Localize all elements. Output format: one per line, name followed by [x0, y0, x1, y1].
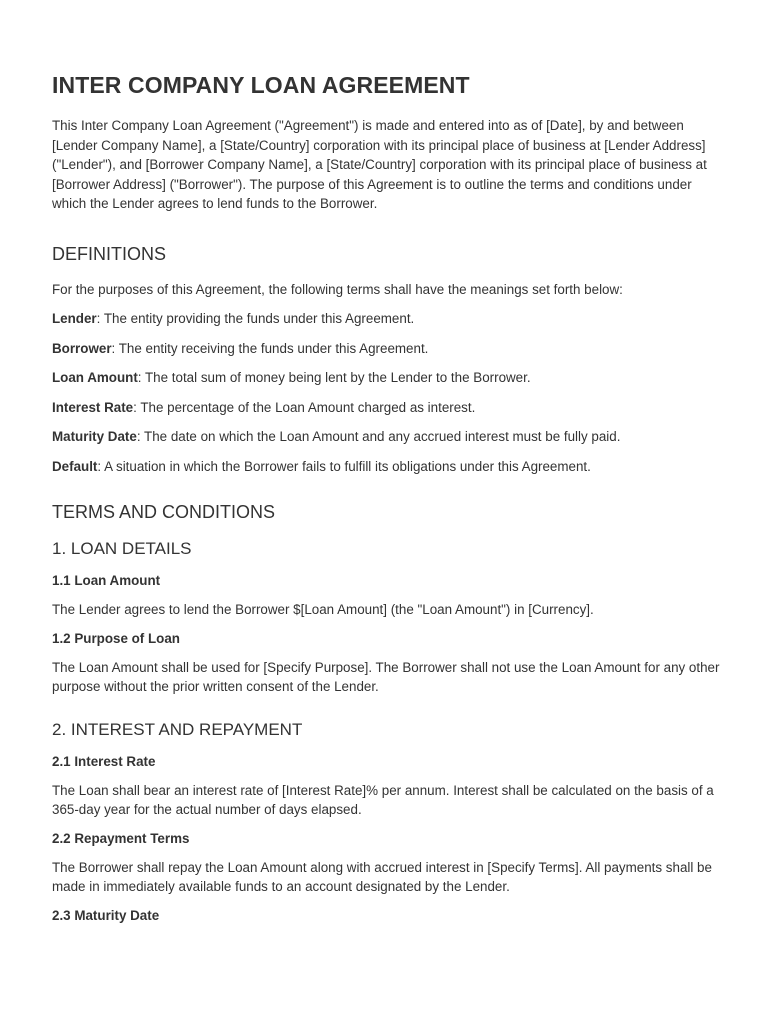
definition-text: : The total sum of money being lent by the Lender to the Borrower.	[137, 370, 531, 385]
definition-item	[52, 457, 720, 477]
definition-text: : The percentage of the Loan Amount charged as interest.	[133, 399, 476, 415]
definition-item	[52, 398, 720, 418]
terms-heading: TERMS AND CONDITIONS	[52, 502, 276, 522]
definition-text: : A situation in which the Borrower fails to fulfill its obligations under this Agreement.	[97, 458, 591, 474]
subsection-heading-purpose: 1.2 Purpose of Loan	[52, 630, 180, 646]
section-heading-interest: 2. INTEREST AND REPAYMENT	[52, 719, 303, 739]
definitions-lead: For the purposes of this Agreement, the following terms shall have the meanings set forth below:	[52, 281, 623, 297]
definition-term: Interest Rate	[52, 399, 134, 415]
definition-item	[52, 368, 720, 388]
definition-item	[52, 427, 720, 447]
subsection-heading-repayment: 2.2 Repayment Terms	[52, 830, 190, 846]
definition-term: Lender	[52, 311, 97, 326]
subsection-heading-maturity: 2.3 Maturity Date	[52, 907, 160, 923]
interest-rate-paragraph: The Loan shall bear an interest rate of [Interest Rate]% per annum. Interest shall be calculated on the basis of a 365-day year for the actual number of days elapsed.	[52, 782, 714, 817]
subsection-heading-loan-amount: 1.1 Loan Amount	[52, 573, 161, 588]
purpose-paragraph: The Loan Amount shall be used for [Specify Purpose]. The Borrower shall not use the Loan Amount for any other purpose without the prior written consent of the Lender.	[52, 659, 720, 694]
definition-text: : The date on which the Loan Amount and any accrued interest must be fully paid.	[136, 429, 621, 444]
document-title: INTER COMPANY LOAN AGREEMENT	[52, 72, 470, 98]
loan-amount-paragraph: The Lender agrees to lend the Borrower $[Loan Amount] (the "Loan Amount") in [Currency].	[52, 602, 594, 617]
subsection-heading-interest-rate: 2.1 Interest Rate	[52, 753, 156, 769]
definition-term: Borrower	[52, 340, 112, 356]
section-heading-loan-details: 1. LOAN DETAILS	[52, 539, 192, 558]
definitions-heading: DEFINITIONS	[52, 243, 167, 264]
definition-item	[52, 309, 720, 329]
document-page	[52, 68, 720, 935]
definition-term: Default	[52, 458, 98, 474]
definition-text: : The entity providing the funds under this Agreement.	[96, 311, 415, 326]
intro-paragraph: This Inter Company Loan Agreement ("Agreement") is made and entered into as of [Date], by and between [Lender Company Name], a [State/Country] corporation with its principal place of business at [Lender Address] ("Lender"), and [Borrower Company Name], a [State/Country] corporation with its principal place of business at [Borrower Address] ("Borrower"). The purpose of this Agreement is to outline the terms and conditions under which the Lender agrees to lend funds to the Borrower.	[52, 118, 707, 211]
definition-term: Maturity Date	[52, 429, 137, 444]
repayment-paragraph: The Borrower shall repay the Loan Amount along with accrued interest in [Specify Terms]. All payments shall be made in immediately available funds to an account designated by the Lender.	[52, 859, 712, 894]
definition-term: Loan Amount	[52, 370, 138, 385]
definition-item	[52, 339, 720, 359]
definition-text: : The entity receiving the funds under this Agreement.	[111, 340, 429, 356]
